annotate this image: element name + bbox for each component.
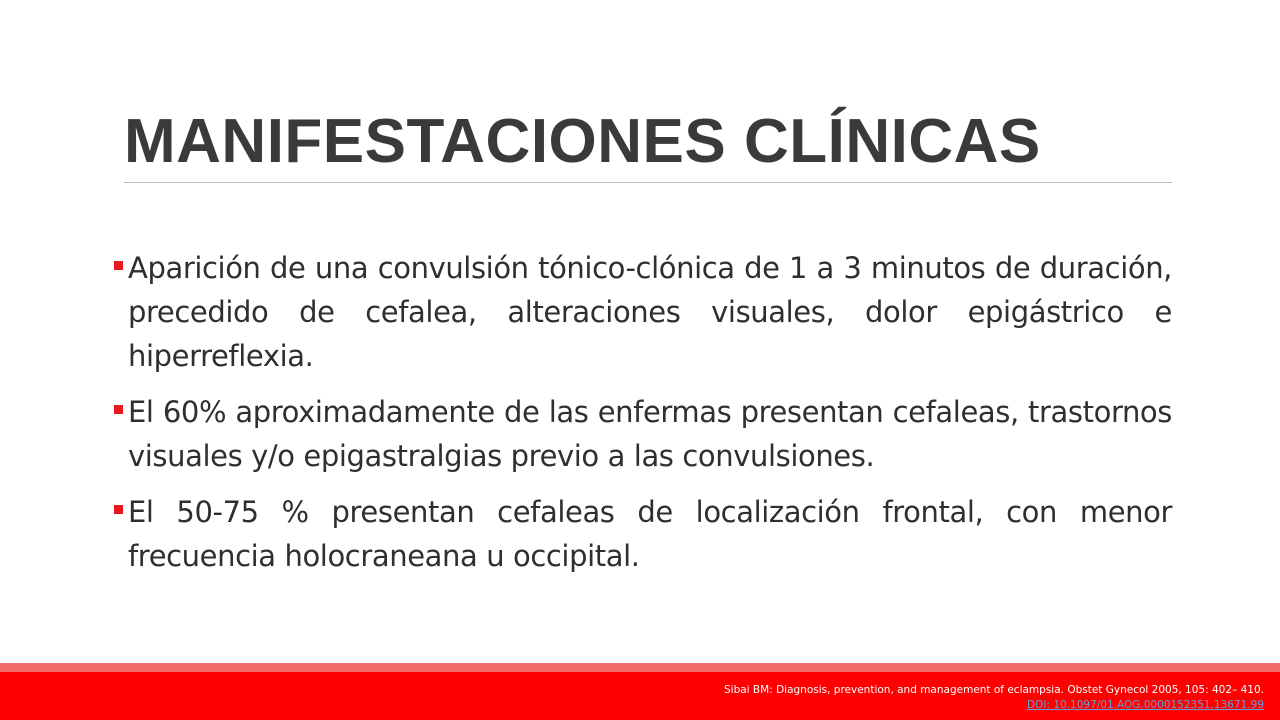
title-divider	[124, 182, 1172, 183]
bullet-item	[114, 390, 1172, 478]
bullet-text: El 60% aproximadamente de las enfermas presentan cefaleas, trastornos visuales y/o epigastralgias previo a las convulsiones.	[128, 395, 1172, 473]
footer-accent-stripe	[0, 663, 1280, 672]
square-bullet-icon	[114, 405, 123, 414]
bullet-item	[114, 490, 1172, 578]
slide-title: MANIFESTACIONES CLÍNICAS	[124, 107, 1041, 176]
doi-link[interactable]: DOI: 10.1097/01.AOG.0000152351.13671.99	[1027, 699, 1264, 711]
square-bullet-icon	[114, 505, 123, 514]
bullet-list	[114, 246, 1172, 590]
bullet-item	[114, 246, 1172, 378]
citation	[724, 683, 1264, 713]
bullet-text: El 50-75 % presentan cefaleas de localización frontal, con menor frecuencia holocraneana u occipital.	[128, 495, 1172, 573]
citation-text: Sibai BM: Diagnosis, prevention, and management of eclampsia. Obstet Gynecol 2005, 105: 402– 410.	[724, 684, 1264, 696]
square-bullet-icon	[114, 261, 123, 270]
bullet-text: Aparición de una convulsión tónico-clónica de 1 a 3 minutos de duración, precedido de cefalea, alteraciones visuales, dolor epigástrico e hiperreflexia.	[128, 251, 1172, 373]
